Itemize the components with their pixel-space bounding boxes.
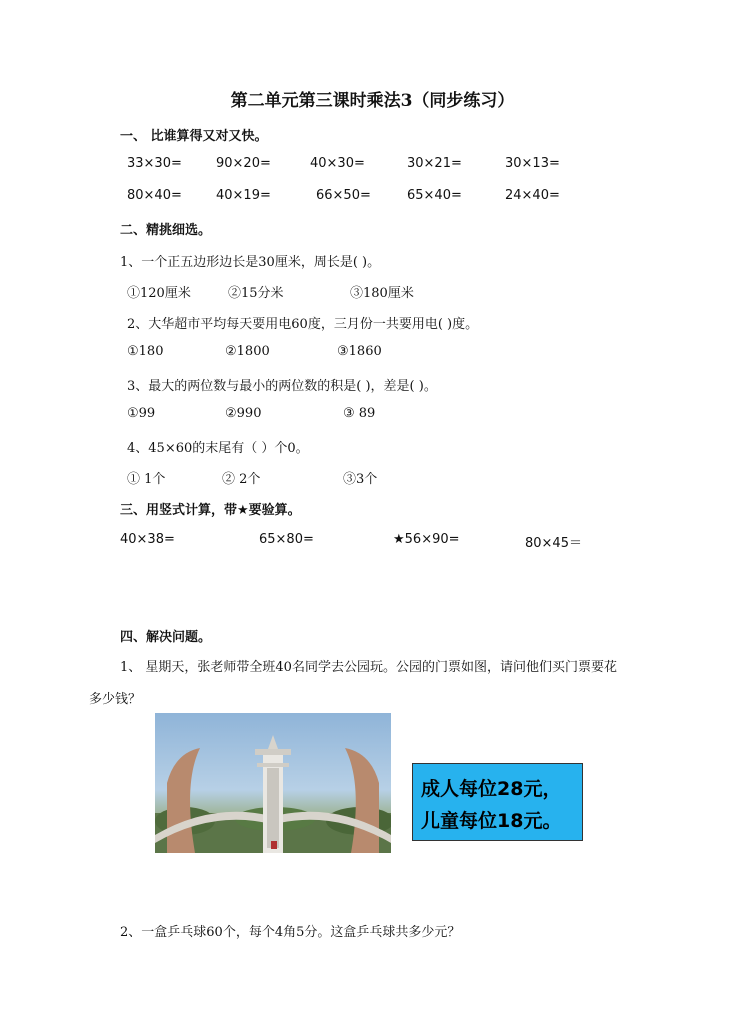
calc-item: 33×30= [127, 156, 182, 171]
problem-1-line-2: 多少钱？ [89, 692, 142, 707]
calc-item: 66×50= [316, 188, 371, 203]
problem-1-line-1: 1、 星期天，张老师带全班40名同学去公园玩。公园的门票如图，请问他们买门票要花 [120, 660, 617, 675]
question-2: 2、大华超市平均每天要用电60度，三月份一共要用电( )度。 [127, 317, 479, 332]
ticket-adult-price: 成人每位28元， [421, 778, 562, 800]
question-1: 1、一个正五边形边长是30厘米，周长是( )。 [120, 255, 381, 270]
park-gate-photo [155, 713, 391, 853]
option: ①120厘米 [127, 286, 191, 301]
option: ③3个 [343, 472, 378, 487]
ticket-price-box [412, 763, 583, 841]
park-gate-illustration [155, 713, 391, 853]
option: ③180厘米 [350, 286, 414, 301]
section3-heading: 三、用竖式计算，带★要验算。 [120, 503, 301, 518]
option: ②990 [225, 406, 262, 421]
calc-item: 30×21= [407, 156, 462, 171]
calc-item: 40×19= [216, 188, 271, 203]
calc-item: 65×40= [407, 188, 462, 203]
option: ② 2个 [222, 472, 261, 487]
option: ①180 [127, 344, 164, 359]
question-3: 3、最大的两位数与最小的两位数的积是( )，差是( )。 [127, 379, 437, 394]
calc-item: 80×40= [127, 188, 182, 203]
option: ③ 89 [343, 406, 376, 421]
calc-item: ★56×90= [393, 532, 460, 547]
ticket-child-price: 儿童每位18元。 [421, 810, 562, 832]
option: ②1800 [225, 344, 270, 359]
problem-2: 2、一盒乒乓球60个，每个4角5分。这盒乒乓球共多少元？ [120, 925, 461, 940]
calc-item: 65×80= [259, 532, 314, 547]
option: ②15分米 [228, 286, 284, 301]
option: ① 1个 [127, 472, 166, 487]
page-title: 第二单元第三课时乘法3（同步练习） [230, 91, 515, 111]
option: ③1860 [337, 344, 382, 359]
option: ①99 [127, 406, 156, 421]
calc-item: 24×40= [505, 188, 560, 203]
calc-item: 80×45＝ [525, 536, 582, 551]
section1-heading: 一、 比谁算得又对又快。 [120, 129, 268, 144]
calc-item: 40×30= [310, 156, 365, 171]
section2-heading: 二、精挑细选。 [120, 223, 212, 238]
calc-item: 30×13= [505, 156, 560, 171]
question-4: 4、45×60的末尾有（ ）个0。 [127, 441, 309, 456]
section4-heading: 四、解决问题。 [120, 630, 212, 645]
calc-item: 40×38= [120, 532, 175, 547]
calc-item: 90×20= [216, 156, 271, 171]
